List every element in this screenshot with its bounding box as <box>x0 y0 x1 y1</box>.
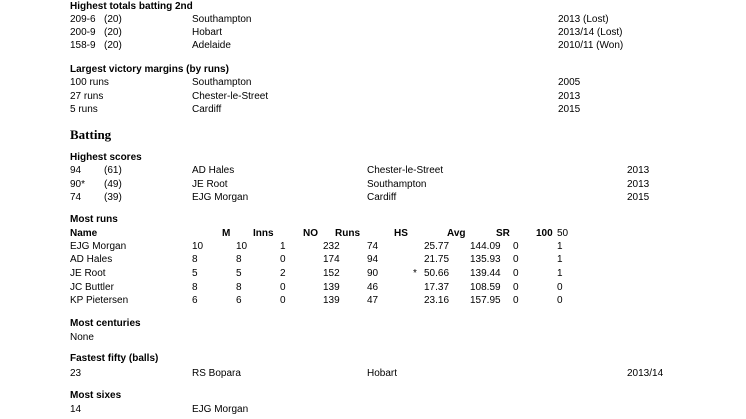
runs-inns: 8 <box>236 254 242 265</box>
runs-runs: 139 <box>323 282 340 293</box>
margin-venue: Cardiff <box>192 104 222 115</box>
hs-season: 2015 <box>627 192 650 203</box>
runs-m: 8 <box>192 254 198 265</box>
highest-scores-heading: Highest scores <box>70 152 142 163</box>
hs-balls: (39) <box>104 192 122 203</box>
hs-venue: Chester-le-Street <box>367 165 444 176</box>
runs-no: 0 <box>280 282 286 293</box>
sixes-player: EJG Morgan <box>192 404 249 415</box>
runs-runs: 174 <box>323 254 340 265</box>
col-header-runs: Runs <box>335 228 360 239</box>
col-header-avg: Avg <box>447 228 466 239</box>
runs-50: 0 <box>557 295 563 306</box>
col-header-50: 50 <box>557 228 569 239</box>
runs-50: 0 <box>557 282 563 293</box>
runs-inns: 10 <box>236 241 248 252</box>
runs-sr: 139.44 <box>470 268 501 279</box>
runs-m: 10 <box>192 241 204 252</box>
runs-hs: 74 <box>367 241 379 252</box>
sixes-count: 14 <box>70 404 82 415</box>
runs-player: JE Root <box>70 268 106 279</box>
total-overs: (20) <box>104 40 122 51</box>
total-score: 200-9 <box>70 27 96 38</box>
runs-sr: 108.59 <box>470 282 501 293</box>
col-header-100: 100 <box>536 228 553 239</box>
total-season: 2013 (Lost) <box>558 14 609 25</box>
total-season: 2013/14 (Lost) <box>558 27 623 38</box>
most-runs-heading: Most runs <box>70 214 118 225</box>
margin-value: 27 runs <box>70 91 104 102</box>
highest-totals-heading: Highest totals batting 2nd <box>70 1 193 12</box>
margin-value: 5 runs <box>70 104 98 115</box>
runs-no: 2 <box>280 268 286 279</box>
total-score: 158-9 <box>70 40 96 51</box>
runs-avg: 23.16 <box>424 295 450 306</box>
fifty-season: 2013/14 <box>627 368 664 379</box>
fastest-fifty-heading: Fastest fifty (balls) <box>70 353 159 364</box>
hs-venue: Southampton <box>367 179 427 190</box>
total-venue: Southampton <box>192 14 252 25</box>
runs-hs: 47 <box>367 295 379 306</box>
col-header-m: M <box>222 228 231 239</box>
runs-no: 0 <box>280 254 286 265</box>
margin-venue: Chester-le-Street <box>192 91 269 102</box>
runs-inns: 8 <box>236 282 242 293</box>
runs-m: 6 <box>192 295 198 306</box>
hs-balls: (49) <box>104 179 122 190</box>
most-centuries-heading: Most centuries <box>70 318 141 329</box>
runs-player: AD Hales <box>70 254 113 265</box>
col-header-no: NO <box>303 228 318 239</box>
total-score: 209-6 <box>70 14 96 25</box>
hs-season: 2013 <box>627 179 650 190</box>
runs-sr: 144.09 <box>470 241 501 252</box>
runs-m: 5 <box>192 268 198 279</box>
total-venue: Adelaide <box>192 40 231 51</box>
total-overs: (20) <box>104 14 122 25</box>
hs-season: 2013 <box>627 165 650 176</box>
runs-50: 1 <box>557 241 563 252</box>
fifty-venue: Hobart <box>367 368 398 379</box>
col-header-hs: HS <box>394 228 408 239</box>
runs-hs: 46 <box>367 282 379 293</box>
total-overs: (20) <box>104 27 122 38</box>
runs-avg: 21.75 <box>424 254 450 265</box>
runs-100: 0 <box>513 295 519 306</box>
hs-player: EJG Morgan <box>192 192 249 203</box>
runs-inns: 5 <box>236 268 242 279</box>
runs-no: 0 <box>280 295 286 306</box>
runs-player: JC Buttler <box>70 282 114 293</box>
runs-m: 8 <box>192 282 198 293</box>
runs-runs: 152 <box>323 268 340 279</box>
margin-season: 2015 <box>558 104 581 115</box>
runs-runs: 232 <box>323 241 340 252</box>
runs-inns: 6 <box>236 295 242 306</box>
col-header-inns: Inns <box>253 228 274 239</box>
runs-100: 0 <box>513 282 519 293</box>
hs-score: 74 <box>70 192 82 203</box>
runs-50: 1 <box>557 268 563 279</box>
fifty-player: RS Bopara <box>192 368 241 379</box>
margin-venue: Southampton <box>192 77 252 88</box>
col-header-sr: SR <box>496 228 510 239</box>
hs-player: JE Root <box>192 179 228 190</box>
hs-player: AD Hales <box>192 165 235 176</box>
runs-avg: 17.37 <box>424 282 450 293</box>
margin-value: 100 runs <box>70 77 109 88</box>
hs-score: 94 <box>70 165 82 176</box>
victory-margins-heading: Largest victory margins (by runs) <box>70 64 229 75</box>
hs-venue: Cardiff <box>367 192 397 203</box>
most-centuries-value: None <box>70 332 94 343</box>
runs-sr: 135.93 <box>470 254 501 265</box>
runs-star: * <box>413 268 417 279</box>
hs-balls: (61) <box>104 165 122 176</box>
runs-100: 0 <box>513 254 519 265</box>
runs-player: KP Pietersen <box>70 295 129 306</box>
runs-avg: 25.77 <box>424 241 450 252</box>
margin-season: 2013 <box>558 91 581 102</box>
batting-section-title: Batting <box>70 127 112 142</box>
most-sixes-heading: Most sixes <box>70 390 122 401</box>
runs-no: 1 <box>280 241 286 252</box>
margin-season: 2005 <box>558 77 581 88</box>
total-venue: Hobart <box>192 27 223 38</box>
runs-100: 0 <box>513 268 519 279</box>
runs-player: EJG Morgan <box>70 241 127 252</box>
runs-50: 1 <box>557 254 563 265</box>
total-season: 2010/11 (Won) <box>558 40 624 51</box>
runs-sr: 157.95 <box>470 295 501 306</box>
runs-runs: 139 <box>323 295 340 306</box>
fifty-balls: 23 <box>70 368 82 379</box>
runs-100: 0 <box>513 241 519 252</box>
hs-score: 90* <box>70 179 86 190</box>
runs-hs: 90 <box>367 268 379 279</box>
col-header-name: Name <box>70 228 98 239</box>
runs-hs: 94 <box>367 254 379 265</box>
runs-avg: 50.66 <box>424 268 450 279</box>
